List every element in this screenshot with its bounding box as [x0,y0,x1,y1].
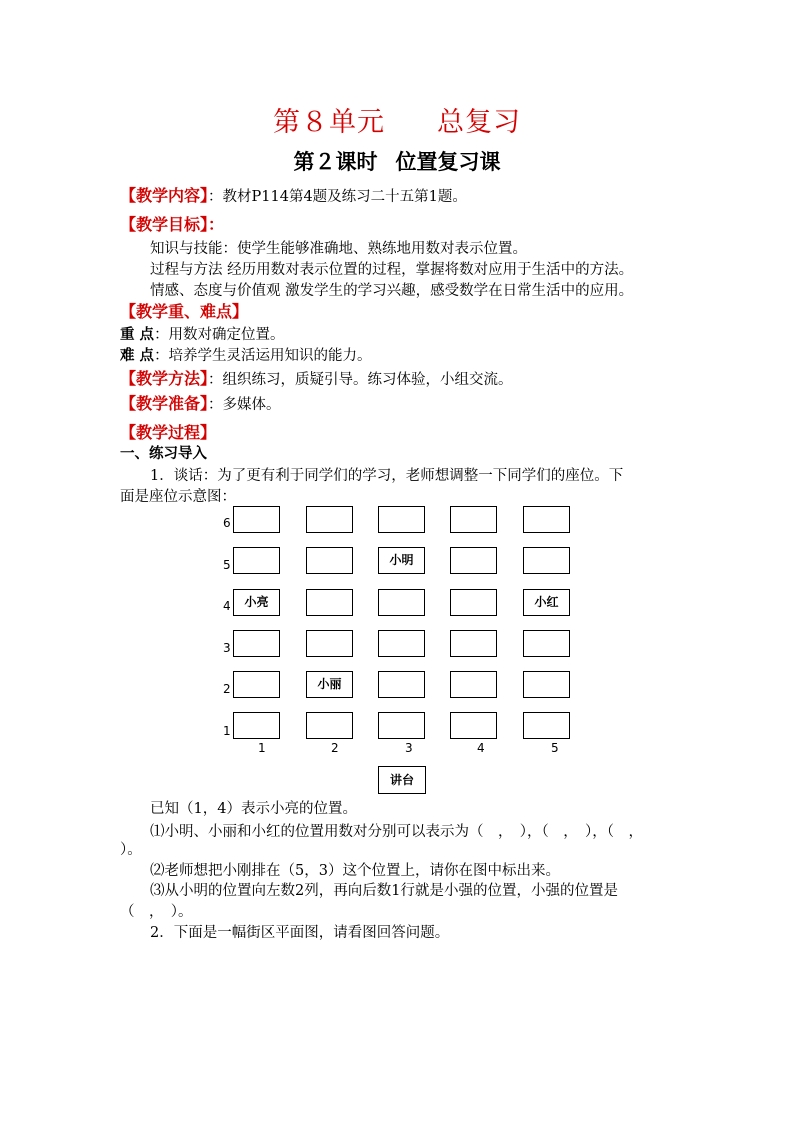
seat-4-1 [450,712,497,739]
lesson-name: 位置复习课 [395,150,501,174]
col-label-4: 4 [477,741,485,755]
process-row [120,423,216,444]
content-label: 【教学内容】 [120,186,209,205]
row-label-2: 2 [223,682,231,696]
content-text: ：教材P114第4题及练习二十五第1题。 [208,189,467,205]
lesson-title [0,146,794,176]
seat-2-4 [306,589,353,616]
goals-label: 【教学目标】 [120,215,209,234]
question-2: ⑵老师想把小刚排在（5，3）这个位置上，请你在图中标出来。 [150,863,560,879]
keypoints-row [120,302,248,323]
paragraph-1-line-1: 1．谈话：为了更有利于同学们的学习，老师想调整一下同学们的座位。下 [150,468,624,484]
seat-3-1 [378,712,425,739]
known-statement: 已知（1，4）表示小亮的位置。 [150,801,357,817]
paragraph-2: 2．下面是一幅街区平面图，请看图回答问题。 [150,925,450,941]
seat-3-6 [378,506,425,533]
seat-3-2 [378,671,425,698]
difficult-point-text: ：培养学生灵活运用知识的能力。 [154,348,372,364]
seat-4-5 [450,547,497,574]
seat-2-1 [306,712,353,739]
seat-3-4 [378,589,425,616]
content-row [120,186,467,207]
col-label-5: 5 [551,741,559,755]
col-label-3: 3 [405,741,413,755]
seat-1-2 [233,671,280,698]
row-label-3: 3 [223,641,231,655]
row-label-6: 6 [223,516,231,530]
difficult-point-label: 难 点 [120,348,155,364]
question-3-line-1: ⑶从小明的位置向左数2列，再向后数1行就是小强的位置，小强的位置是 [150,883,618,899]
seat-2-3 [306,630,353,657]
goals-colon: ： [208,215,225,234]
unit-number: 第８单元 [273,107,385,138]
paragraph-1-line-2: 面是座位示意图： [120,489,236,505]
col-label-2: 2 [331,741,339,755]
key-point-row [120,325,285,345]
question-1-line-2: ）。 [120,842,142,858]
keypoints-label: 【教学重、难点】 [120,302,249,321]
prep-label: 【教学准备】 [120,394,209,413]
method-row [120,369,513,390]
goal-item-attitude: 情感、态度与价值观 激发学生的学习兴趣，感受数学在日常生活中的应用。 [150,283,634,299]
prep-text: ：多媒体。 [208,397,281,413]
seat-5-2 [523,671,570,698]
podium: 讲台 [378,766,426,794]
seat-xiaoli: 小丽 [306,671,353,698]
lesson-number: 第２课时 [293,150,378,174]
goal-item-process: 过程与方法 经历用数对表示位置的过程，掌握将数对应用于生活中的方法。 [150,262,634,278]
row-label-4: 4 [223,599,231,613]
seat-1-6 [233,506,280,533]
key-point-label: 重 点 [120,327,155,343]
seat-5-1 [523,712,570,739]
prep-row [120,394,281,415]
seat-1-5 [233,547,280,574]
row-label-5: 5 [223,558,231,572]
section-practice-intro: 一、练习导入 [120,446,207,462]
seat-4-4 [450,589,497,616]
seat-xiaoliang: 小亮 [233,589,280,616]
seat-2-5 [306,547,353,574]
goals-row [120,215,224,236]
method-text: ：组织练习，质疑引导。练习体验，小组交流。 [208,372,513,388]
seat-4-6 [450,506,497,533]
key-point-text: ：用数对确定位置。 [154,327,285,343]
unit-topic: 总复习 [437,107,521,138]
seat-4-2 [450,671,497,698]
seat-5-3 [523,630,570,657]
seat-3-3 [378,630,425,657]
difficult-point-row [120,346,372,366]
unit-title [0,100,794,139]
seat-1-1 [233,712,280,739]
seat-5-6 [523,506,570,533]
method-label: 【教学方法】 [120,369,209,388]
seat-2-6 [306,506,353,533]
process-label: 【教学过程】 [120,423,217,442]
seat-1-3 [233,630,280,657]
seat-xiaoming: 小明 [378,547,425,574]
goal-item-knowledge: 知识与技能：使学生能够准确地、熟练地用数对表示位置。 [150,241,527,257]
col-label-1: 1 [258,741,266,755]
question-3-line-2: （ ， ）。 [120,904,193,920]
row-label-1: 1 [223,724,231,738]
seat-5-5 [523,547,570,574]
seat-xiaohong: 小红 [523,589,570,616]
question-1-line-1: ⑴小明、小丽和小红的位置用数对分别可以表示为（ ， ），（ ， ），（ ， [150,824,643,840]
seat-4-3 [450,630,497,657]
